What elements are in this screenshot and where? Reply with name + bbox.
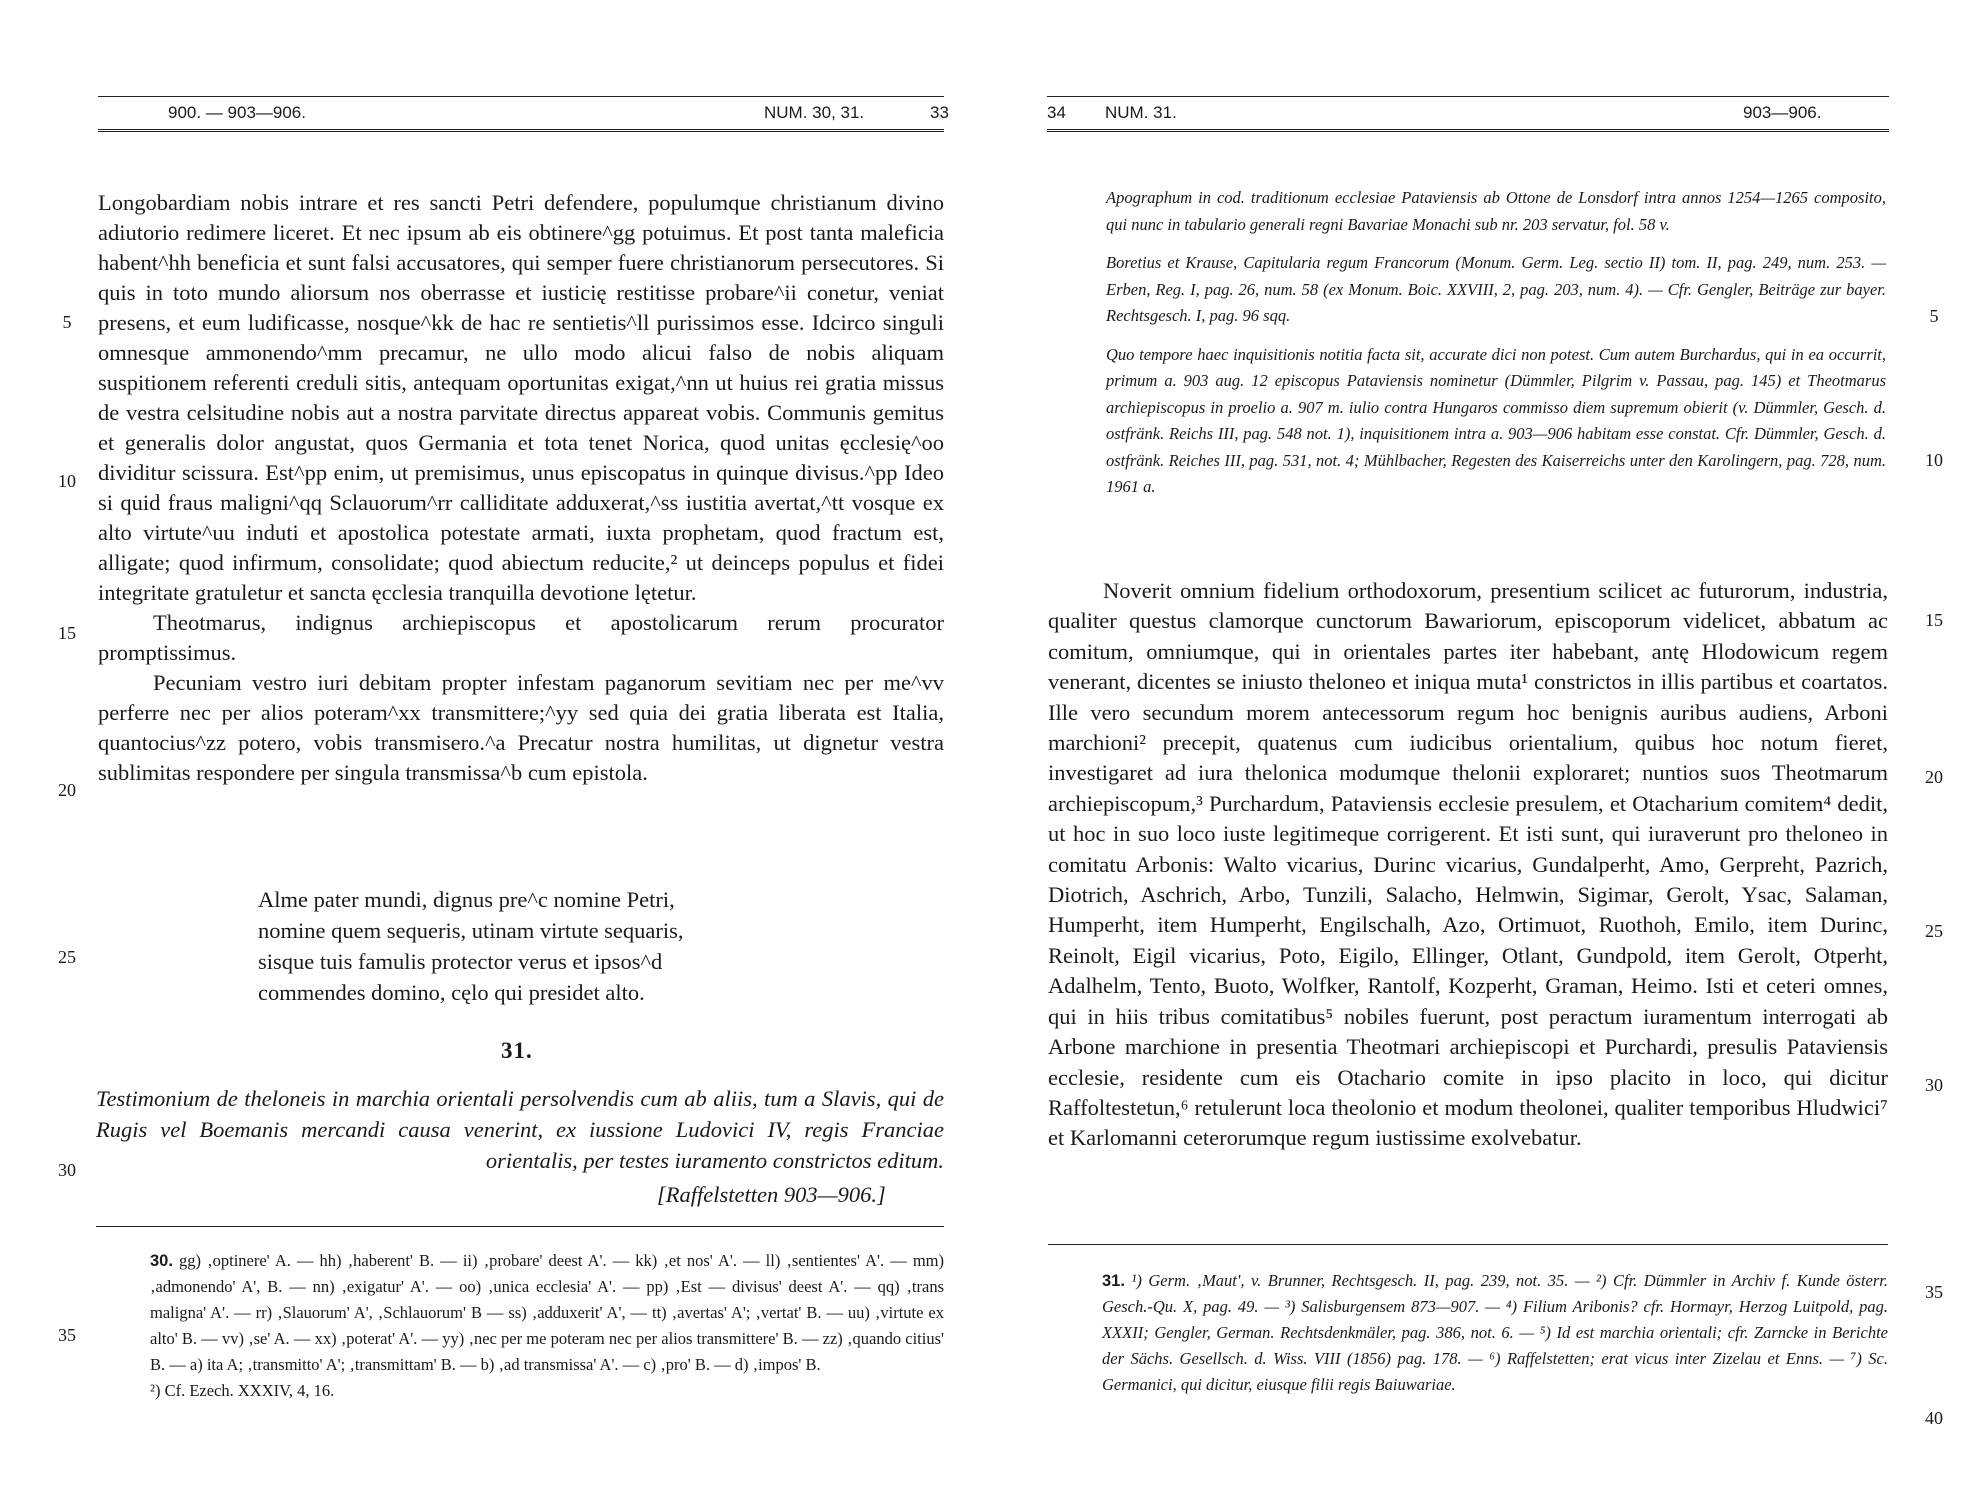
- line-number: 25: [1925, 921, 1943, 941]
- inquisitio-text: Noverit omnium fidelium orthodoxorum, presentium scilicet ac futurorum, industria, qualiter questus clamorque cunctorum Bawariorum, episcoporum videlicet, abbatum ac comitum, omniumque, qui in orientales partes iter habebant, antę Hlodowicum regem venerant, dicentes se iniusto theloneo et iniqua muta¹ constrictos in illis partibus et coartatos. Ille vero secundum morem antecessorum regum hoc benignis auribus audiens, Arboni marchioni² precepit, quatenus cum iudicibus orientalium, quibus hoc notum fieret, investigaret ad iura thelonica modumque thelonii exploraret; nuntios suos Theotmarum archiepiscopum,³ Purchardum, Pataviensis ecclesie presulem, et Otacharium comitem⁴ dedit, ut hoc in suo loco iuste legitimeque corrigerent. Et isti sunt, qui iuraverunt pro theloneo in comitatu Arbonis: Walto vicarius, Durinc vicarius, Gundalperht, Amo, Gerpreht, Pazrich, Diotrich, Aschrich, Arbo, Tunzili, Salacho, Helmwin, Sigimar, Gerolt, Ysac, Salaman, Humperht, item Humperht, Engilschalh, Azo, Ortimuot, Ruothoh, Emilo, item Durinc, Reinolt, Eigil vicarius, Poto, Eigilo, Ellinger, Otlant, Gundpold, item Gerolt, Otperht, Adalhelm, Tento, Buoto, Wolfker, Rantolf, Kozperht, Graman, Heimo. Isti et ceteri omnes, qui in hiis tribus comitatibus⁵ nobiles fuerunt, post peractum iuramentum interrogati ab Arbone marchione in presentia Theotmari archiepiscopi et Purchardi, presulis Pataviensis ecclesie, residente cum eis Otachario comite in ipso placito in loco, qui dicitur Raffoltestetun,⁶ retulerunt loca theolonio et modum theolonei, qualiter temporibus Hludwici⁷ et Karlomanni ceterorumque regum iustissime exolvebatur.: [1048, 578, 1888, 1151]
- letter-paragraph-1: Longobardiam nobis intrare et res sancti Petri defendere, populumque christianum divino adiutorio redimere liceret. Et nec ipsum ab eis obtinere^gg potuimus. Et post tanta maleficia habent^hh beneficia et sunt falsi accusatores, qui semper fuere christianorum persecutores. Si quis in toto mundo aliorsum nos oberrasse et iusticię restitisse probare^ii conetur, veniat presens, et eum ludificasse, nosque^kk de hac re sentietis^ll purissimos esse. Idcirco singuli omnesque ammonendo^mm precamur, ne ullo modo alicui falso de nobis aliquam suspitionem referenti credulі sitis, antequam oportunitas exigat,^nn ut huius rei gratia missus de vestra celsitudine nobis aut a nostra parvitate directus appareat vobis. Communis gemitus et generalis dolor angustat, quos Germania et tota tenet Norica, quod unitas ęcclesię^oo dividitur scissura. Est^pp enim, ut premisimus, unus episcopatus in quinque divisus.^pp Ideo si quid fraus maligni^qq Sclauorum^rr calliditate adduxerat,^ss iustitia avertat,^tt vosque ex alto virtute^uu induti et apostolica potestate armati, iuxta prophetam, quod fractum est, alligate; quod infirmum, consolidate; quod abiectum reducite,² ut deinceps populus et fidei integritate gratuletur et sancta ęcclesia tranquilla devotione lętetur.: [98, 190, 944, 605]
- left-footnotes: [150, 1248, 944, 1404]
- letter-paragraph-3: Pecuniam vestro iuri debitam propter infestam paganorum sevitiam nec per me^vv perferre nec per alios poteram^xx transmittere;^yy sed quia dei gratia liberata est Italia, quantocius^zz potero, vobis transmisero.^a Precatur nostra humilitas, ut dignetur vestra sublimitas respondere per singula transmissa^b cum epistola.: [98, 670, 944, 785]
- right-body-text: [1048, 576, 1888, 1154]
- right-header-years: 903—906.: [1743, 103, 1822, 122]
- left-running-header: [98, 96, 949, 132]
- footnote-label: 31.: [1102, 1272, 1125, 1290]
- left-header-years: 900. — 903—906.: [168, 103, 306, 122]
- footnote-divider: [1048, 1244, 1888, 1245]
- line-number: 25: [58, 947, 76, 967]
- footnote-label: 30.: [150, 1252, 173, 1270]
- source-editions: Boretius et Krause, Capitularia regum Francorum (Monum. Germ. Leg. sectio II) tom. II, pag. 249, num. 253. — Erben, Reg. I, pag. 26, num. 58 (ex Monum. Boic. XXVIII, 2, pag. 203, num. 4). — Cfr. Gengler, Beiträge zur bayer. Rechtsgesch. I, pag. 96 sqq.: [1106, 253, 1886, 325]
- line-number: 40: [1925, 1408, 1943, 1428]
- footnote-divider: [96, 1226, 944, 1227]
- regest-summary: [96, 1083, 944, 1176]
- line-number: 10: [1925, 450, 1943, 470]
- verse-line: commendes domino, cęlo qui presidet alto.: [258, 980, 645, 1005]
- line-number: 30: [1925, 1075, 1943, 1095]
- commentary-notes: [1102, 1268, 1888, 1398]
- right-header-num: NUM. 31.: [1105, 103, 1177, 122]
- commentary-notes-text: ¹) Germ. ‚Maut', v. Brunner, Rechtsgesch. II, pag. 239, not. 35. — ²) Cfr. Dümmler in Archiv f. Kunde österr. Gesch.-Qu. X, pag. 49. — ³) Salisburgensem 873—907. — ⁴) Filium Aribonis? cfr. Hormayr, Herzog Luitpold, pag. XXXII; Gengler, German. Rechtsdenkmäler, pag. 386, not. 6. — ⁵) Id est marchia orientali; cfr. Zarncke in Berichte der Sächs. Gesellsch. d. Wiss. VIII (1856) pag. 178. — ⁶) Raffelstetten; erat vicus inter Zizelau et Enns. — ⁷) Sc. Germanici, qui dicitur, eiusque filii regis Baiuwariae.: [1102, 1271, 1888, 1394]
- regest-place-date: [Raffelstetten 903—906.]: [657, 1182, 886, 1207]
- verse-line: Alme pater mundi, dignus pre^c nomine Petri,: [258, 887, 675, 912]
- verse-line: nomine quem sequeris, utinam virtute sequaris,: [258, 918, 684, 943]
- verse-block: [258, 884, 684, 1008]
- line-number: 20: [1925, 767, 1943, 787]
- footnote-2: ²) Cf. Ezech. XXXIV, 4, 16.: [150, 1381, 335, 1400]
- line-number: 15: [1925, 610, 1943, 630]
- variant-readings-text: gg) ‚optinere' A. — hh) ‚haberent' B. — ii) ‚probare' deest A'. — kk) ‚et nos' A'. — ll) ‚sentientes' A'. — mm) ‚admonendo' A', B. — nn) ‚exigatur' A'. — oo) ‚unica ecclesia' A'. — pp) ‚Est — divisus' deest A'. — qq) ‚trans maligna' A'. — rr) ‚Slauorum' A', ‚Schlauorum' B — ss) ‚adduxerit' A', — tt) ‚avertas' A'; ‚vertat' B. — uu) ‚virtute ex alto' B. — vv) ‚se' A. — xx) ‚poterat' A'. — yy) ‚nec per me poteram nec per alios transmittere' B. — zz) ‚quando citius' B. — a) ita A; ‚transmitto' A'; ‚transmittam' B. — b) ‚ad transmissa' A'. — c) ‚pro' B. — d) ‚impos' B.: [150, 1251, 944, 1374]
- line-number: 35: [1925, 1282, 1943, 1302]
- variant-readings: [150, 1248, 944, 1378]
- source-notes: [1106, 185, 1886, 513]
- line-number: 30: [58, 1160, 76, 1180]
- left-header-num: NUM. 30, 31.: [764, 103, 865, 122]
- source-manuscript: Apographum in cod. traditionum ecclesiae Pataviensis ab Ottone de Lonsdorf intra annos 1254—1265 composito, qui nunc in tabulario generali regni Bavariae Monachi sub nr. 203 servatur, fol. 58 v.: [1106, 188, 1886, 234]
- letter-signature-paragraph: Theotmarus, indignus archiepiscopus et apostolicarum rerum procurator promptissimus.: [98, 610, 944, 665]
- source-dating: Quo tempore haec inquisitionis notitia facta sit, accurate dici non potest. Cum autem Burchardus, qui in ea occurrit, primum a. 903 aug. 12 episcopus Pataviensis nominetur (Dümmler, Pilgrim v. Passau, pag. 145) et Theotmarus archiepiscopus in proelio a. 907 m. iulio contra Hungaros commisso diem supremum obierit (v. Dümmler, Gesch. d. ostfränk. Reichs III, pag. 548 not. 1), inquisitionem intra a. 903—906 habitam esse constat. Cfr. Dümmler, Gesch. d. ostfränk. Reiches III, pag. 531, not. 4; Mühlbacher, Regesten des Kaiserreichs unter den Karolingern, pag. 728, num. 1961 a.: [1106, 344, 1886, 496]
- right-footnotes: [1102, 1268, 1888, 1398]
- right-running-header: [1047, 96, 1889, 132]
- document-number: 31.: [501, 1038, 533, 1063]
- line-number: 20: [58, 780, 76, 800]
- regest-text: Testimonium de theloneis in marchia orientali persolvendis cum ab aliis, tum a Slavis, qui de Rugis vel Boemanis mercandi causa venerint, ex iussione Ludovici IV, regis Franciae orientalis, per testes iuramento constrictos editum.: [96, 1086, 944, 1173]
- left-body-text: [98, 188, 944, 788]
- verse-line: sisque tuis famulis protector verus et ipsos^d: [258, 949, 663, 974]
- line-number: 5: [1929, 306, 1939, 326]
- line-number: 35: [58, 1325, 76, 1345]
- line-number: 10: [58, 471, 76, 491]
- right-page: [989, 0, 1978, 1500]
- right-header-page: 34: [1047, 103, 1066, 122]
- line-number: 5: [62, 312, 72, 332]
- left-header-page: 33: [930, 103, 949, 122]
- line-number: 15: [58, 623, 76, 643]
